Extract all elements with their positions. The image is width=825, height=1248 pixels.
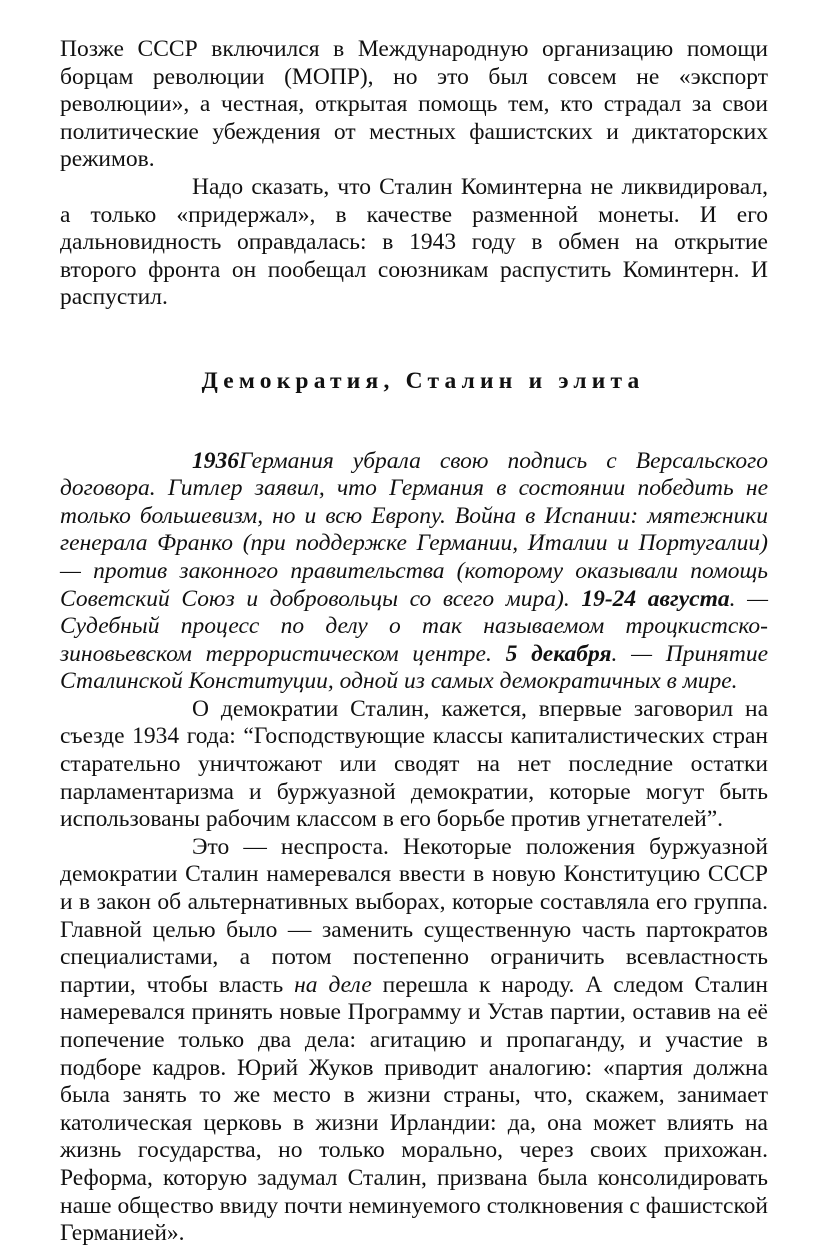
chronicle-1936 [60,448,768,696]
paragraph-comintern: Надо сказать, что Сталин Коминтерна не ликвидировал, а только «придержал», в качестве разменной монеты. И его дальновидность оправдалась: в 1943 году в обмен на открытие второго фронта он пообещал союзникам распустить Коминтерн. И распустил. [60,173,768,311]
reform-text-1: Это — неспроста. Некоторые положения буржуазной демократии Сталин намеревался ввести в новую Конституцию СССР и в закон об альтернативных выборах, которые составляла его группа. Главной целью было — заменить существенную часть партократов специалистами, а потом постепенно ограничить всевластность партии, чтобы власть [60,833,768,998]
paragraph-democracy: О демократии Сталин, кажется, впервые заговорил на съезде 1934 года: “Господствующие классы капиталистических стран старательно уничтожают или сводят на нет последние остатки парламентаризма и буржуазной демократии, которые могут быть использованы рабочим классом в его борьбе против угнетателей”. [60,695,768,833]
chronicle-text-2: . — Судебный процесс по делу о так называемом троцкистско-зиновьевском террористическом центре. [60,585,768,667]
paragraph-mopr: Позже СССР включился в Международную организацию помощи борцам революции (МОПР), но это был совсем не «экспорт революции», а честная, открытая помощь тем, кто страдал за свои политические убеждения от местных фашистских и диктаторских режимов. [60,36,768,173]
chronicle-date-2: 5 декабря [505,640,612,667]
chronicle-year: 1936 [192,447,239,474]
chronicle-text-1: Германия убрала свою подпись с Версальского договора. Гитлер заявил, что Германия в состоянии победить не только большевизм, но и всю Европу. Война в Испании: мятежники генерала Франко (при поддержке Германии, Италии и Португалии) — против законного правительства (которому оказывали помощь Советский Союз и добровольцы со всего мира). [60,447,768,612]
spacer [60,312,768,368]
document-page [60,36,768,1248]
reform-text-2: перешла к народу. А следом Сталин намеревался принять новые Программу и Устав партии, оставив на её попечение только два дела: агитацию и пропаганду, и участие в подборе кадров. Юрий Жуков приводит аналогию: «партия должна была занять то же место в жизни страны, что, скажем, занимает католическая церковь в жизни Ирландии: да, она может влиять на жизнь государства, но только морально, через своих прихожан. Реформа, которую задумал Сталин, призвана была консолидировать наше общество ввиду почти неминуемого столкновения с фашистской Германией». [60,971,768,1247]
paragraph-reform [60,834,768,1248]
spacer [60,396,768,448]
reform-emphasis: на деле [294,971,372,998]
section-heading: Демократия, Сталин и элита [201,367,645,394]
chronicle-date-1: 19-24 августа [581,585,730,612]
chronicle-text-3: . — Принятие Сталинской Конституции, одной из самых демократичных в мире. [60,640,769,695]
